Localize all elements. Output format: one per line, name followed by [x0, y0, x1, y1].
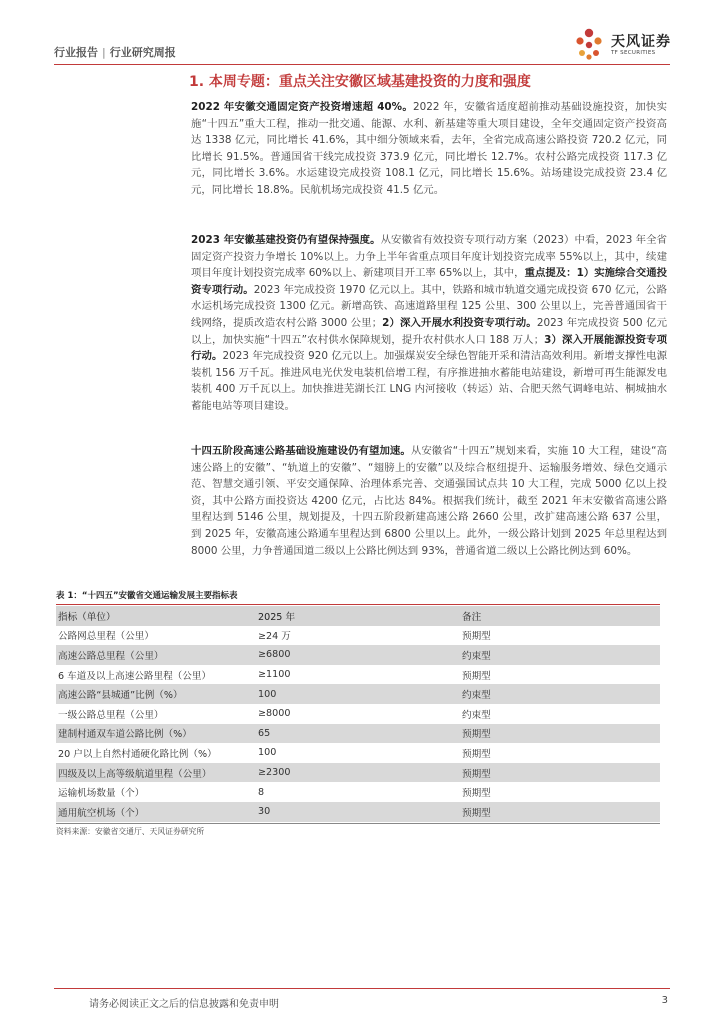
company-logo: [571, 26, 701, 62]
table-row: [56, 743, 660, 763]
table-cell: 约束型: [460, 645, 660, 665]
paragraph-lead: 十四五阶段高速公路基础设施建设仍有望加速。: [191, 445, 411, 457]
table-cell: 预期型: [462, 631, 491, 643]
table-cell: ≥2300: [256, 763, 460, 783]
logo-english-name: TF SECURITIES: [611, 50, 656, 56]
footer-divider: [54, 988, 670, 989]
footer-disclaimer: 请务必阅读正文之后的信息披露和免责申明: [89, 999, 279, 1010]
table-cell: 通用航空机场（个）: [56, 802, 256, 822]
paragraph-highlight: 3）深入开展能源投资专项行动。: [191, 333, 668, 363]
table-cell: 运输机场数量（个）: [58, 788, 145, 800]
table-bottom-rule: [56, 823, 660, 824]
table-row: [56, 782, 660, 802]
paragraph-body: 2022 年，安徽省适度超前推动基础设施投资，加快实施“十四五”重大工程，推动一批交通、能源、水利、新基建等重大项目建设，全年交通固定资产投资高达 1338 亿元，同比增长 41.6%，其中细分领域来看，去年，全省完成高速公路投资 720.2 亿元，同比增长 91.5%。普通国省干线完成投资 373.9 亿元，同比增长 12.7%。农村公路完成投资 117.3 亿元，同比增长 3.6%。水运建设完成投资 108.1 亿元，同比增长 15.6%。站场建设完成投资 23.4 亿元，同比增长 18.8%。民航机场完成投资 41.5 亿元。: [191, 101, 668, 196]
paragraph-text: 2023 年完成投资 500 亿元以上，加快实施“十四五”农村供水保障规划，提升农村供水人口 188 万人；: [191, 316, 667, 346]
column-header-2025: 2025 年: [256, 606, 460, 626]
table-source-note: 资料来源：安徽省交通厅、天风证券研究所: [56, 827, 205, 836]
section-title: 1. 本周专题：重点关注安徽区域基建投资的力度和强度: [189, 74, 531, 90]
table-cell: 8: [258, 786, 265, 798]
table-cell: 预期型: [462, 788, 491, 800]
table-cell: 预期型: [462, 670, 491, 682]
table-cell: 预期型: [460, 724, 660, 744]
report-type: 行业报告: [54, 46, 98, 59]
table-row: [56, 704, 660, 724]
logo-chinese-name: 天风证券: [611, 34, 671, 50]
paragraph-traffic-investment-2022: [191, 99, 667, 199]
table-cell: 20 户以上自然村通硬化路比例（%）: [58, 748, 217, 760]
column-header-indicator: 指标（单位）: [56, 606, 256, 626]
paragraph-text: 2023 年完成投资 920 亿元以上。加强煤炭安全绿色智能开采和清洁高效利用。新增支撑性电源装机 156 万千瓦。推进风电光伏发电装机倍增工程，有序推进抽水蓄能电站建设，新增可再生能源发电装机 400 万千瓦以上。加快推进芜湖长江 LNG 内河接收（转运）站、合肥天然气调峰电站、桐城抽水蓄能电站等项目建设。: [191, 350, 668, 412]
table-cell: 65: [256, 724, 460, 744]
header-separator: |: [102, 46, 106, 59]
table-cell: 6 车道及以上高速公路里程（公里）: [58, 670, 212, 682]
traffic-indicator-table: [56, 606, 660, 822]
table-row: [56, 665, 660, 685]
table-cell: 预期型: [462, 748, 491, 760]
table-row: [56, 763, 660, 783]
table-row: [56, 626, 660, 646]
paragraph-highlight: 2）深入开展水利投资专项行动。: [382, 316, 537, 329]
paragraph-highway-14th-plan: [191, 443, 667, 559]
table-cell: ≥8000: [258, 708, 291, 720]
table-cell: 四级及以上高等级航道里程（公里）: [56, 763, 256, 783]
table-row: [56, 724, 660, 744]
paragraph-infrastructure-2023: [191, 232, 667, 415]
header-divider: [54, 64, 670, 65]
table-cell: 100: [256, 684, 460, 704]
table-cell: ≥24 万: [258, 631, 291, 643]
table-row: [56, 645, 660, 665]
table-cell: ≥6800: [256, 645, 460, 665]
table-row: [56, 684, 660, 704]
table-cell: 30: [256, 802, 460, 822]
table-cell: 预期型: [460, 763, 660, 783]
table-cell: 约束型: [460, 684, 660, 704]
table-cell: 一级公路总里程（公里）: [58, 709, 164, 721]
table-top-rule: [56, 604, 660, 605]
tf-logo-icon: [571, 26, 607, 62]
paragraph-text: 2023 年完成投资 1970 亿元以上。其中，铁路和城市轨道交通完成投资 670 亿元，公路水运机场完成投资 1300 亿元。新增高铁、高速道路里程 125 公里、300 公里以上，完善普通国省干线网络，提质改造农村公路 3000 公里；: [191, 283, 668, 329]
report-subtype: 行业研究周报: [109, 46, 176, 59]
table-cell: 100: [258, 747, 277, 759]
table-header-row: [56, 606, 660, 626]
page-number: 3: [661, 995, 668, 1006]
paragraph-body: 从安徽省“十四五”规划来看，实施 10 大工程，建设“高速公路上的安徽”、“轨道上的安徽”、“翅膀上的安徽”以及综合枢纽提升、运输服务增效、绿色交通示范、智慧交通引领、平安交通保障、治理体系完善、交通强国试点共 10 大工程，完成 5000 亿以上投资，其中公路方面投资达 4200 亿元，占比达 84%。根据我们统计，截至 2021 年末安徽省高速公路里程达到 5146 公里，规划提及，十四五阶段新建高速公路 2660 公里，改扩建高速公路 637 公里，到 2025 年，安徽高速公路通车里程达到 6800 公里以上。此外，一级公路计划到 2025 年总里程达到 8000 公里，力争普通国道二级以上公路比例达到 93%，普通省道二级以上公路比例达到 60%。: [191, 445, 667, 557]
paragraph-lead: 2023 年安徽基建投资仍有望保持强度。: [191, 234, 381, 246]
table-cell: 高速公路“县城通”比例（%）: [56, 684, 256, 704]
table-caption: 表 1：“十四五”安徽省交通运输发展主要指标表: [56, 591, 238, 601]
table-cell: ≥1100: [258, 669, 291, 681]
table-row: [56, 802, 660, 822]
table-cell: 建制村通双车道公路比例（%）: [56, 724, 256, 744]
table-cell: 公路网总里程（公里）: [58, 631, 154, 643]
paragraph-highlight: 重点提及：1）实施综合交通投资专项行动。: [191, 267, 668, 296]
table-cell: 高速公路总里程（公里）: [56, 645, 256, 665]
table-cell: 约束型: [462, 709, 491, 721]
paragraph-text: 从安徽省有效投资专项行动方案（2023）中看，2023 年全省固定资产投资力争增长 10%以上。力争上半年省重点项目年度计划投资完成率 55%以上，其中，续建项目年度计划投资完成率 60%以上、新建项目开工率 65%以上，其中，: [191, 234, 668, 280]
report-category-header: [54, 44, 176, 60]
paragraph-lead: 2022 年安徽交通固定资产投资增速超 40%。: [191, 101, 414, 113]
table-cell: 预期型: [460, 802, 660, 822]
column-header-note: 备注: [460, 606, 660, 626]
